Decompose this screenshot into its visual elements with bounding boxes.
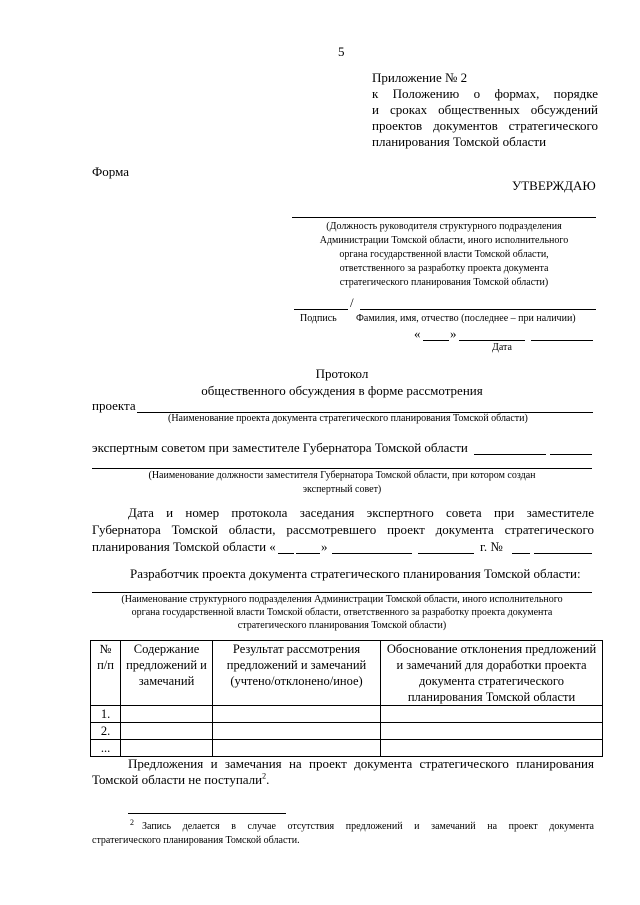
no-proposals-line-2: Томской области не поступали$^2$. xyxy=(92,771,270,787)
date-protocol-line-3b: » xyxy=(321,539,328,554)
page-number: 5 xyxy=(338,44,345,59)
position-note-2: Администрации Томской области, иного исполнительного xyxy=(319,235,569,246)
protocol-title: Протокол xyxy=(315,366,369,381)
date-protocol-line-3a: планирования Томской области « xyxy=(92,539,276,554)
table-cell[interactable] xyxy=(121,740,213,757)
no-proposals-line-1: Предложения и замечания на проект документа стратегического планирования xyxy=(128,756,594,771)
date-year-line xyxy=(531,340,593,341)
proposals-table xyxy=(90,640,603,757)
approve-label: УТВЕРЖДАЮ xyxy=(512,178,596,193)
header-justification: Обоснование отклонения предложений и замечаний для доработки проекта документа стратегического планирования Томской области xyxy=(381,641,603,706)
position-note-3: органа государственной власти Томской области, xyxy=(339,249,549,260)
table-cell[interactable] xyxy=(121,723,213,740)
header-content: Содержание предложений и замечаний xyxy=(121,641,213,706)
protocol-month-line xyxy=(332,553,412,554)
position-note-5: стратегического планирования Томской области) xyxy=(339,277,549,288)
table-row xyxy=(91,723,603,740)
footnote-separator xyxy=(128,813,286,814)
table-cell[interactable] xyxy=(213,723,381,740)
signature-label: Подпись xyxy=(300,313,337,324)
protocol-subtitle: общественного обсуждения в форме рассмотрения xyxy=(201,383,483,398)
footnote-ref: 2 xyxy=(262,771,267,781)
project-note: (Наименование проекта документа стратегического планирования Томской области) xyxy=(168,413,528,424)
protocol-day-line-2 xyxy=(296,553,320,554)
date-label: Дата xyxy=(492,342,512,353)
developer-line xyxy=(92,592,592,593)
date-quote-open: « xyxy=(414,326,421,341)
header-number: № п/п xyxy=(91,641,121,706)
name-line xyxy=(360,309,596,310)
table-cell[interactable] xyxy=(213,706,381,723)
developer-note-2: органа государственной власти Томской области, ответственного за разработку проекта документа xyxy=(131,607,553,618)
appendix-title: Приложение № 2 xyxy=(372,70,468,85)
protocol-day-line xyxy=(278,553,294,554)
date-protocol-line-1: Дата и номер протокола заседания экспертного совета при заместителе xyxy=(128,505,594,520)
protocol-number-line-b xyxy=(534,553,592,554)
table-cell[interactable] xyxy=(121,706,213,723)
footnote-number: 2 xyxy=(130,818,134,827)
header-result: Результат рассмотрения предложений и замечаний (учтено/отклонено/иное) xyxy=(213,641,381,706)
date-protocol-line-3c: г. № xyxy=(480,539,503,554)
table-cell[interactable] xyxy=(381,740,603,757)
expert-council-line-a xyxy=(474,454,546,455)
table-cell[interactable] xyxy=(381,723,603,740)
appendix-line-4: планирования Томской области xyxy=(372,134,547,149)
no-proposals-text: Томской области не поступали xyxy=(92,772,263,787)
position-note-4: ответственного за разработку проекта документа xyxy=(339,263,549,274)
form-label: Форма xyxy=(92,164,129,179)
developer-note-3: стратегического планирования Томской области) xyxy=(237,620,447,631)
position-line xyxy=(292,217,596,218)
table-header-row xyxy=(91,641,603,706)
signature-slash: / xyxy=(350,295,354,310)
developer-note-1: (Наименование структурного подразделения Администрации Томской области, иного исполнительного xyxy=(121,594,563,605)
appendix-line-3: проектов документов стратегического xyxy=(372,118,598,133)
table-cell[interactable] xyxy=(213,740,381,757)
deputy-line xyxy=(92,468,592,469)
expert-council-line-b xyxy=(550,454,592,455)
deputy-note-1: (Наименование должности заместителя Губернатора Томской области, при котором создан xyxy=(148,470,536,481)
date-quote-close: » xyxy=(450,326,457,341)
project-label: проекта xyxy=(92,398,136,413)
footnote-line-1: Запись делается в случае отсутствия предложений и замечаний на проект документа xyxy=(142,821,594,832)
table-cell[interactable] xyxy=(381,706,603,723)
name-label: Фамилия, имя, отчество (последнее – при наличии) xyxy=(356,313,576,324)
date-month-line xyxy=(459,340,525,341)
table-row xyxy=(91,740,603,757)
protocol-number-line-a xyxy=(512,553,530,554)
row-number: ... xyxy=(91,740,121,757)
row-number: 2. xyxy=(91,723,121,740)
table-row xyxy=(91,706,603,723)
deputy-note-2: экспертный совет) xyxy=(302,484,382,495)
date-protocol-line-2: Губернатора Томской области, рассмотревшего проект документа стратегического xyxy=(92,522,594,537)
position-note-1: (Должность руководителя структурного подразделения xyxy=(326,221,562,232)
appendix-line-2: и сроках общественных обсуждений xyxy=(372,102,598,117)
expert-council-label: экспертным советом при заместителе Губернатора Томской области xyxy=(92,440,468,455)
developer-label: Разработчик проекта документа стратегического планирования Томской области: xyxy=(130,566,581,581)
signature-line xyxy=(294,309,348,310)
appendix-line-1: к Положению о формах, порядке xyxy=(372,86,598,101)
protocol-year-line xyxy=(418,553,474,554)
footnote-line-2: стратегического планирования Томской области. xyxy=(92,835,300,846)
date-day-line xyxy=(423,340,449,341)
row-number: 1. xyxy=(91,706,121,723)
